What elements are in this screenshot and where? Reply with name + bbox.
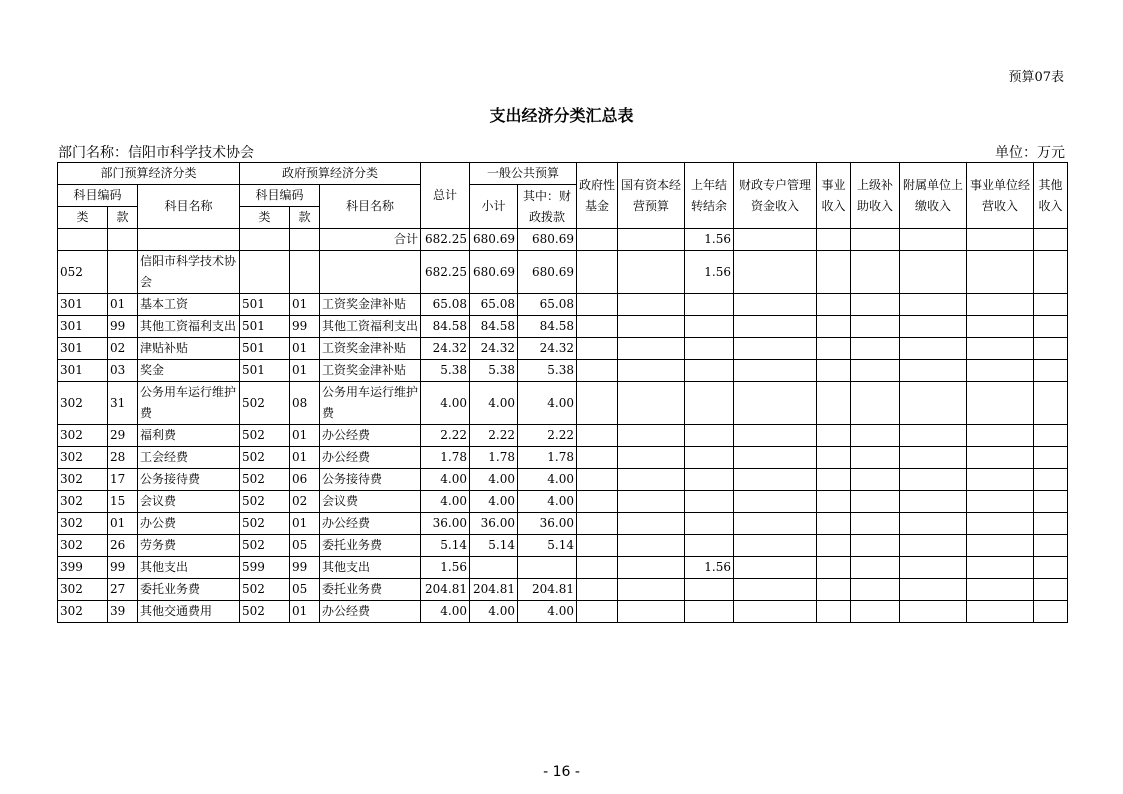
gov-lei-code: 502 [240,447,290,469]
fiscal-value: 84.58 [518,316,577,338]
lei-header: 类 [58,207,108,229]
gov-subject-name: 办公经费 [320,601,421,623]
department-label: 部门名称：信阳市科学技术协会 [58,145,254,161]
lei-code: 302 [58,425,108,447]
subtotal-value: 65.08 [470,294,518,316]
total-value: 4.00 [421,382,470,425]
state-capital-header: 国有资本经营预算 [618,163,685,229]
kuan-code: 31 [108,382,138,425]
subtotal-value: 680.69 [470,251,518,294]
fiscal-value: 4.00 [518,382,577,425]
business-income-header: 事业收入 [817,163,851,229]
subject-name: 其他支出 [138,557,240,579]
gov-kuan-header: 款 [290,207,320,229]
gov-lei-header: 类 [240,207,290,229]
lei-code: 302 [58,513,108,535]
total-value: 4.00 [421,469,470,491]
gov-lei-code: 502 [240,535,290,557]
kuan-code: 29 [108,425,138,447]
gov-kuan-code: 01 [290,513,320,535]
gov-subject-name: 委托业务费 [320,535,421,557]
subject-name: 福利费 [138,425,240,447]
gov-kuan-code: 01 [290,294,320,316]
subject-name: 委托业务费 [138,579,240,601]
gov-lei-code: 501 [240,294,290,316]
carryover-value [685,601,734,623]
total-value: 4.00 [421,491,470,513]
fiscal-value: 65.08 [518,294,577,316]
kuan-code: 28 [108,447,138,469]
subtotal-value: 84.58 [470,316,518,338]
fiscal-alloc-header: 其中：财政拨款 [518,185,577,229]
gov-kuan-code: 02 [290,491,320,513]
carryover-value [685,294,734,316]
table-row [58,601,1068,623]
table-row [58,316,1068,338]
lei-code: 302 [58,491,108,513]
carryover-value: 1.56 [685,251,734,294]
form-code: 预算07表 [1008,70,1064,85]
gov-subject-name: 公务接待费 [320,469,421,491]
gov-kuan-code: 99 [290,316,320,338]
kuan-code: 27 [108,579,138,601]
table-row [58,338,1068,360]
org-row [58,251,1068,294]
fiscal-value: 1.78 [518,447,577,469]
subject-name: 公务接待费 [138,469,240,491]
subtotal-header: 小计 [470,185,518,229]
special-mgmt-header: 财政专户管理资金收入 [734,163,817,229]
total-value: 2.22 [421,425,470,447]
gov-kuan-code: 01 [290,601,320,623]
fiscal-value: 4.00 [518,491,577,513]
fiscal-value: 680.69 [518,251,577,294]
subject-name: 会议费 [138,491,240,513]
carryover-value [685,360,734,382]
lei-code: 302 [58,447,108,469]
total-value: 36.00 [421,513,470,535]
fiscal-value: 2.22 [518,425,577,447]
carryover-value [685,579,734,601]
gov-kuan-code: 08 [290,382,320,425]
gov-subject-name: 办公经费 [320,513,421,535]
gov-kuan-code: 01 [290,360,320,382]
fiscal-value: 204.81 [518,579,577,601]
unit-label: 单位：万元 [995,145,1065,161]
table-row [58,491,1068,513]
carryover-value [685,338,734,360]
subject-name: 工会经费 [138,447,240,469]
subject-name: 其他工资福利支出 [138,316,240,338]
table-row [58,513,1068,535]
table-row [58,294,1068,316]
gov-lei-code: 502 [240,579,290,601]
fiscal-value [518,557,577,579]
total-value: 204.81 [421,579,470,601]
header-row [58,163,1068,185]
lei-code: 302 [58,535,108,557]
lei-code: 302 [58,579,108,601]
gov-lei-code: 502 [240,491,290,513]
expenditure-table [57,162,1068,623]
gov-kuan-code: 01 [290,338,320,360]
subtotal-value: 24.32 [470,338,518,360]
kuan-code: 99 [108,316,138,338]
subtotal-value: 5.38 [470,360,518,382]
total-value: 65.08 [421,294,470,316]
carryover-value [685,382,734,425]
org-name: 信阳市科学技术协会 [138,251,240,294]
carryover-value [685,425,734,447]
carryover-header: 上年结转结余 [685,163,734,229]
lei-code: 302 [58,469,108,491]
gov-lei-code: 502 [240,382,290,425]
gov-kuan-code: 05 [290,535,320,557]
fiscal-value: 4.00 [518,601,577,623]
total-value: 5.14 [421,535,470,557]
subtotal-value: 5.14 [470,535,518,557]
carryover-value: 1.56 [685,229,734,251]
subtotal-value: 1.78 [470,447,518,469]
total-value: 24.32 [421,338,470,360]
affiliated-income-header: 附属单位上缴收入 [900,163,967,229]
gov-fund-header: 政府性基金 [577,163,618,229]
lei-code: 301 [58,338,108,360]
total-value: 1.56 [421,557,470,579]
lei-code: 399 [58,557,108,579]
gov-kuan-code: 05 [290,579,320,601]
fiscal-value: 5.38 [518,360,577,382]
total-value: 1.78 [421,447,470,469]
fiscal-value: 24.32 [518,338,577,360]
kuan-code: 01 [108,294,138,316]
table-row [58,360,1068,382]
lei-code: 301 [58,294,108,316]
gov-subject-name: 办公经费 [320,425,421,447]
subject-name: 办公费 [138,513,240,535]
subject-name: 劳务费 [138,535,240,557]
kuan-header: 款 [108,207,138,229]
total-value: 84.58 [421,316,470,338]
gov-lei-code: 501 [240,316,290,338]
subtotal-value: 204.81 [470,579,518,601]
gov-subject-name: 公务用车运行维护费 [320,382,421,425]
lei-code: 301 [58,316,108,338]
table-row [58,579,1068,601]
subject-name: 奖金 [138,360,240,382]
subject-name: 公务用车运行维护费 [138,382,240,425]
lei-code: 301 [58,360,108,382]
gov-subject-name: 工资奖金津补贴 [320,294,421,316]
total-value: 682.25 [421,251,470,294]
gov-lei-code: 501 [240,360,290,382]
carryover-value [685,491,734,513]
lei-code: 302 [58,601,108,623]
subject-name-header: 科目名称 [138,185,240,229]
carryover-value: 1.56 [685,557,734,579]
gov-lei-code: 502 [240,469,290,491]
gov-lei-code: 502 [240,425,290,447]
gov-lei-code: 501 [240,338,290,360]
subtotal-value: 36.00 [470,513,518,535]
total-row [58,229,1068,251]
gov-econ-header: 政府预算经济分类 [240,163,421,185]
gov-subject-name: 工资奖金津补贴 [320,338,421,360]
fiscal-value: 680.69 [518,229,577,251]
gov-subject-code-header: 科目编码 [240,185,320,207]
table-row [58,425,1068,447]
general-budget-header: 一般公共预算 [470,163,577,185]
total-header: 总计 [421,163,470,229]
gov-subject-name: 其他支出 [320,557,421,579]
kuan-code: 15 [108,491,138,513]
page-number: - 16 - [543,764,580,780]
subtotal-value: 4.00 [470,491,518,513]
carryover-value [685,316,734,338]
gov-subject-name: 办公经费 [320,447,421,469]
carryover-value [685,469,734,491]
table-row [58,382,1068,425]
dept-econ-header: 部门预算经济分类 [58,163,240,185]
total-label: 合计 [320,229,421,251]
table-row [58,447,1068,469]
kuan-code: 02 [108,338,138,360]
subtotal-value [470,557,518,579]
gov-lei-code: 502 [240,513,290,535]
table-row [58,557,1068,579]
gov-lei-code: 599 [240,557,290,579]
table-row [58,535,1068,557]
operating-income-header: 事业单位经营收入 [967,163,1034,229]
lei-code: 302 [58,382,108,425]
carryover-value [685,513,734,535]
fiscal-value: 5.14 [518,535,577,557]
carryover-value [685,535,734,557]
fiscal-value: 4.00 [518,469,577,491]
gov-subject-name: 会议费 [320,491,421,513]
gov-lei-code: 502 [240,601,290,623]
gov-subject-name-header: 科目名称 [320,185,421,229]
gov-subject-name: 其他工资福利支出 [320,316,421,338]
gov-kuan-code: 01 [290,425,320,447]
kuan-code: 01 [108,513,138,535]
kuan-code: 03 [108,360,138,382]
subject-code-header: 科目编码 [58,185,138,207]
subtotal-value: 2.22 [470,425,518,447]
subtotal-value: 4.00 [470,601,518,623]
org-code: 052 [58,251,108,294]
gov-subject-name: 工资奖金津补贴 [320,360,421,382]
subtotal-value: 4.00 [470,382,518,425]
fiscal-value: 36.00 [518,513,577,535]
subject-name: 津贴补贴 [138,338,240,360]
subtotal-value: 680.69 [470,229,518,251]
other-income-header: 其他收入 [1034,163,1068,229]
total-value: 5.38 [421,360,470,382]
gov-kuan-code: 01 [290,447,320,469]
gov-subject-name: 委托业务费 [320,579,421,601]
total-value: 4.00 [421,601,470,623]
total-value: 682.25 [421,229,470,251]
superior-subsidy-header: 上级补助收入 [851,163,900,229]
gov-kuan-code: 06 [290,469,320,491]
subject-name: 基本工资 [138,294,240,316]
gov-kuan-code: 99 [290,557,320,579]
kuan-code: 26 [108,535,138,557]
kuan-code: 99 [108,557,138,579]
subject-name: 其他交通费用 [138,601,240,623]
carryover-value [685,447,734,469]
kuan-code: 39 [108,601,138,623]
page-title: 支出经济分类汇总表 [489,106,634,125]
table-row [58,469,1068,491]
subtotal-value: 4.00 [470,469,518,491]
kuan-code: 17 [108,469,138,491]
